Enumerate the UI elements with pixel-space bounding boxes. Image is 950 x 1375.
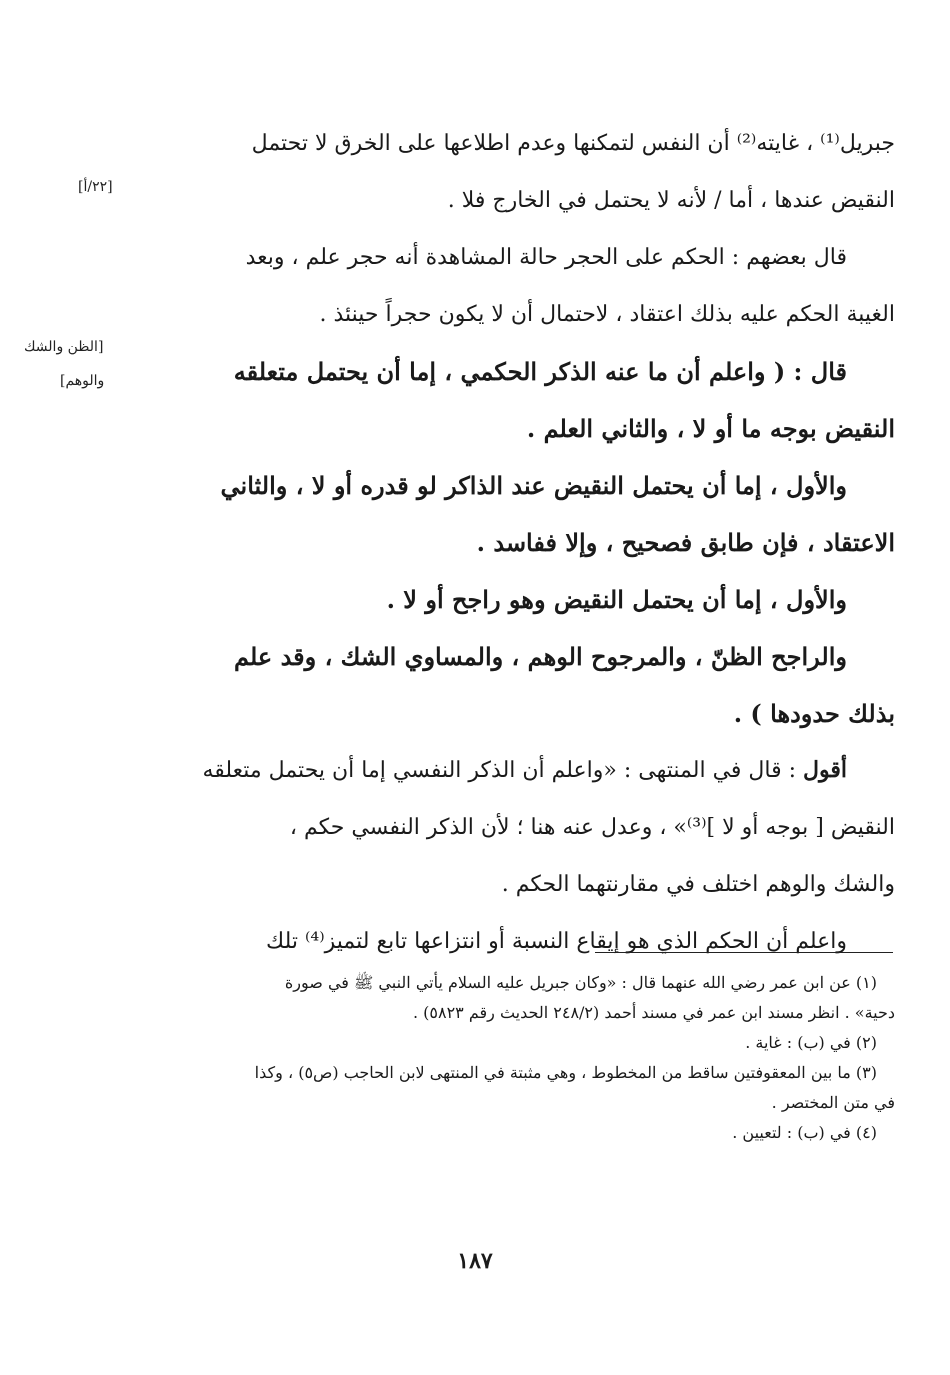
- footnote-2: (٢) في (ب) : غاية .: [745, 1033, 877, 1052]
- text-line-8: الاعتقاد ، فإن طابق فصحيح ، وإلا ففاسد .: [476, 528, 895, 557]
- footnote-3-line-2: في متن المختصر .: [771, 1093, 895, 1112]
- text-line-14: والشك والوهم اختلف في مقارنتهما الحكم .: [501, 872, 895, 897]
- main-text: [140, 115, 895, 970]
- text-line-11: بذلك حدودها ) .: [733, 699, 895, 728]
- footnotes: [140, 968, 895, 1148]
- text-line-15: واعلم أن الحكم الذي هو إيقاع النسبة أو انتزاعها تابع لتميز⁽⁴⁾ تلك: [266, 929, 847, 954]
- text-line-4: الغيبة الحكم عليه بذلك اعتقاد ، لاحتمال أن لا يكون حجراً حينئذ .: [319, 302, 895, 327]
- text-line-13: النقيض [ بوجه أو لا ]⁽³⁾» ، وعدل عنه هنا ؛ لأن الذكر النفسي حكم ،: [289, 815, 895, 840]
- footnote-separator: [595, 952, 893, 953]
- aqulu-lead: أقول: [803, 757, 847, 783]
- margin-topic-line-1: [الظن والشك: [24, 339, 104, 355]
- text-line-3: قال بعضهم : الحكم على الحجر حالة المشاهدة أنه حجر علم ، وبعد: [245, 245, 847, 270]
- footnote-1-line-2: دحية» . انظر مسند ابن عمر في مسند أحمد (٢٤٨/٢ الحديث رقم ٥٨٢٣) .: [412, 1003, 895, 1022]
- text-line-1: جبريل⁽¹⁾ ، غايته⁽²⁾ أن النفس لتمكنها وعدم اطلاعها على الخرق لا تحتمل: [251, 131, 895, 156]
- text-line-6: النقيض بوجه ما أو لا ، والثاني العلم .: [526, 414, 895, 443]
- qala-lead: قال: [810, 357, 847, 386]
- footnote-1-line-1: (١) عن ابن عمر رضي الله عنهما قال : «وكان جبريل عليه السلام يأتي النبي ﷺ في صورة: [284, 973, 877, 992]
- page-number: ١٨٧: [457, 1248, 493, 1274]
- text-line-12-rest: : قال في المنتهى : «واعلم أن الذكر النفسي إما أن يحتمل متعلقه: [202, 758, 804, 783]
- text-line-12: [140, 742, 895, 799]
- text-line-9: والأول ، إما أن يحتمل النقيض وهو راجح أو لا .: [386, 585, 847, 614]
- margin-topic-line-2: والوهم]: [60, 373, 105, 389]
- text-line-5-rest: : ( واعلم أن ما عنه الذكر الحكمي ، إما أن يحتمل متعلقه: [233, 357, 811, 386]
- footnote-4: (٤) في (ب) : لتعيين .: [732, 1123, 877, 1142]
- text-line-7: والأول ، إما أن يحتمل النقيض عند الذاكر لو قدره أو لا ، والثاني: [220, 471, 847, 500]
- footnote-3-line-1: (٣) ما بين المعقوفتين ساقط من المخطوط ، وهي مثبتة في المنتهى لابن الحاجب (ص٥) ، وكذا: [254, 1063, 877, 1082]
- text-line-5: [140, 343, 895, 400]
- text-line-10: والراجح الظنّ ، والمرجوح الوهم ، والمساوي الشك ، وقد علم: [233, 642, 847, 671]
- text-line-2: النقيض عندها ، أما / لأنه لا يحتمل في الخارج فلا .: [447, 188, 895, 213]
- folio-marker: [٢٢/أ]: [78, 179, 113, 195]
